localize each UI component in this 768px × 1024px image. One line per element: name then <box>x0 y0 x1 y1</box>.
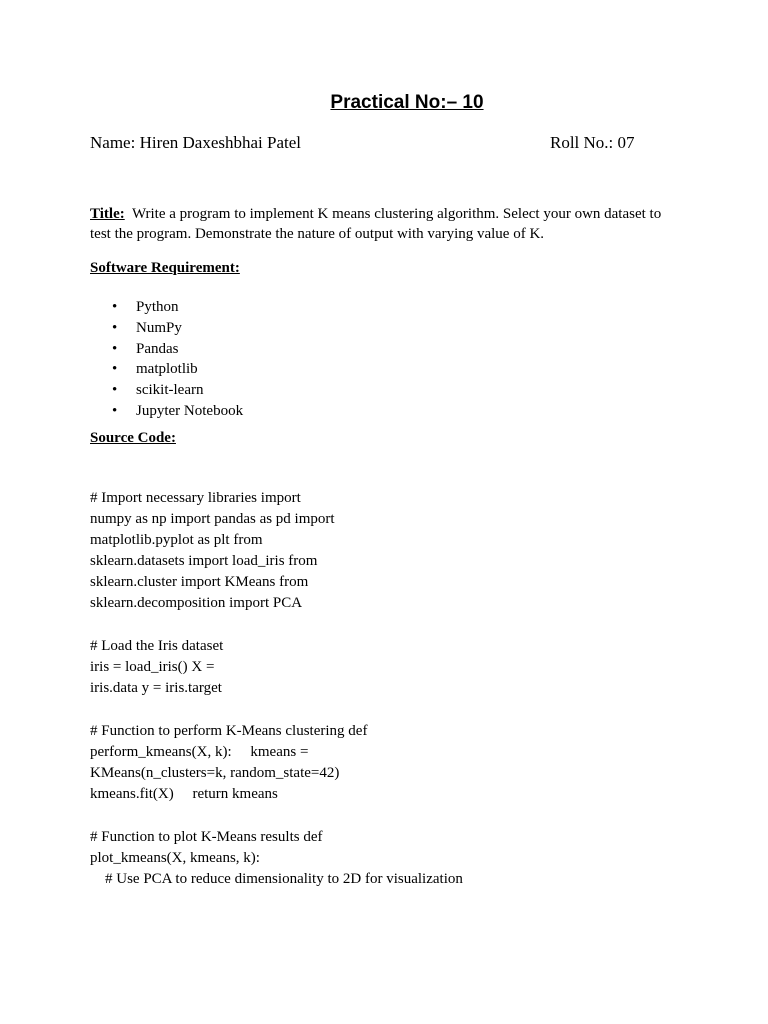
code-line <box>90 805 690 827</box>
title-label: Title: <box>90 206 125 222</box>
bullet-icon: • <box>112 361 118 378</box>
code-line: sklearn.decomposition import PCA <box>90 595 303 611</box>
code-line: iris = load_iris() X = <box>90 659 215 675</box>
source-code-label: Source Code: <box>90 430 176 446</box>
code-line: # Function to perform K-Means clustering def <box>90 723 368 739</box>
title-text: Write a program to implement K means clustering algorithm. Select your own dataset to test the program. Demonstrate the nature of output with varying value of K. <box>90 206 662 242</box>
title-paragraph <box>90 204 680 244</box>
list-item: • matplotlib <box>90 359 243 380</box>
source-code-block <box>90 488 690 890</box>
student-info <box>90 133 650 153</box>
roll-number: Roll No.: 07 <box>550 133 635 152</box>
code-line: sklearn.cluster import KMeans from <box>90 574 309 590</box>
code-line: plot_kmeans(X, kmeans, k): <box>90 850 260 866</box>
code-line: perform_kmeans(X, k): kmeans = <box>90 744 309 760</box>
bullet-icon: • <box>112 299 118 315</box>
list-item: • Pandas <box>90 339 243 360</box>
software-requirement-list <box>90 297 243 422</box>
bullet-icon: • <box>112 319 118 336</box>
code-line: numpy as np import pandas as pd import <box>90 511 335 527</box>
code-line: sklearn.datasets import load_iris from <box>90 553 318 569</box>
code-line: kmeans.fit(X) return kmeans <box>90 786 278 802</box>
list-item: • Python <box>90 297 243 318</box>
practical-heading: Practical No:– 10 <box>330 92 484 113</box>
bullet-icon: • <box>112 402 118 419</box>
code-line <box>90 614 690 636</box>
list-item: • Jupyter Notebook <box>90 401 243 422</box>
code-line: # Function to plot K-Means results def <box>90 829 323 845</box>
code-line: # Import necessary libraries import <box>90 490 301 506</box>
code-line: KMeans(n_clusters=k, random_state=42) <box>90 765 340 781</box>
list-item: • scikit-learn <box>90 380 243 401</box>
code-line: iris.data y = iris.target <box>90 680 222 696</box>
list-item: • NumPy <box>90 318 243 339</box>
code-line <box>90 699 690 721</box>
software-requirement-label: Software Requirement: <box>90 260 240 276</box>
code-line: matplotlib.pyplot as plt from <box>90 532 263 548</box>
student-name: Name: Hiren Daxeshbhai Patel <box>90 133 302 152</box>
code-line: # Use PCA to reduce dimensionality to 2D for visualization <box>90 871 463 887</box>
bullet-icon: • <box>112 340 118 357</box>
code-line: # Load the Iris dataset <box>90 638 224 654</box>
bullet-icon: • <box>112 382 118 399</box>
